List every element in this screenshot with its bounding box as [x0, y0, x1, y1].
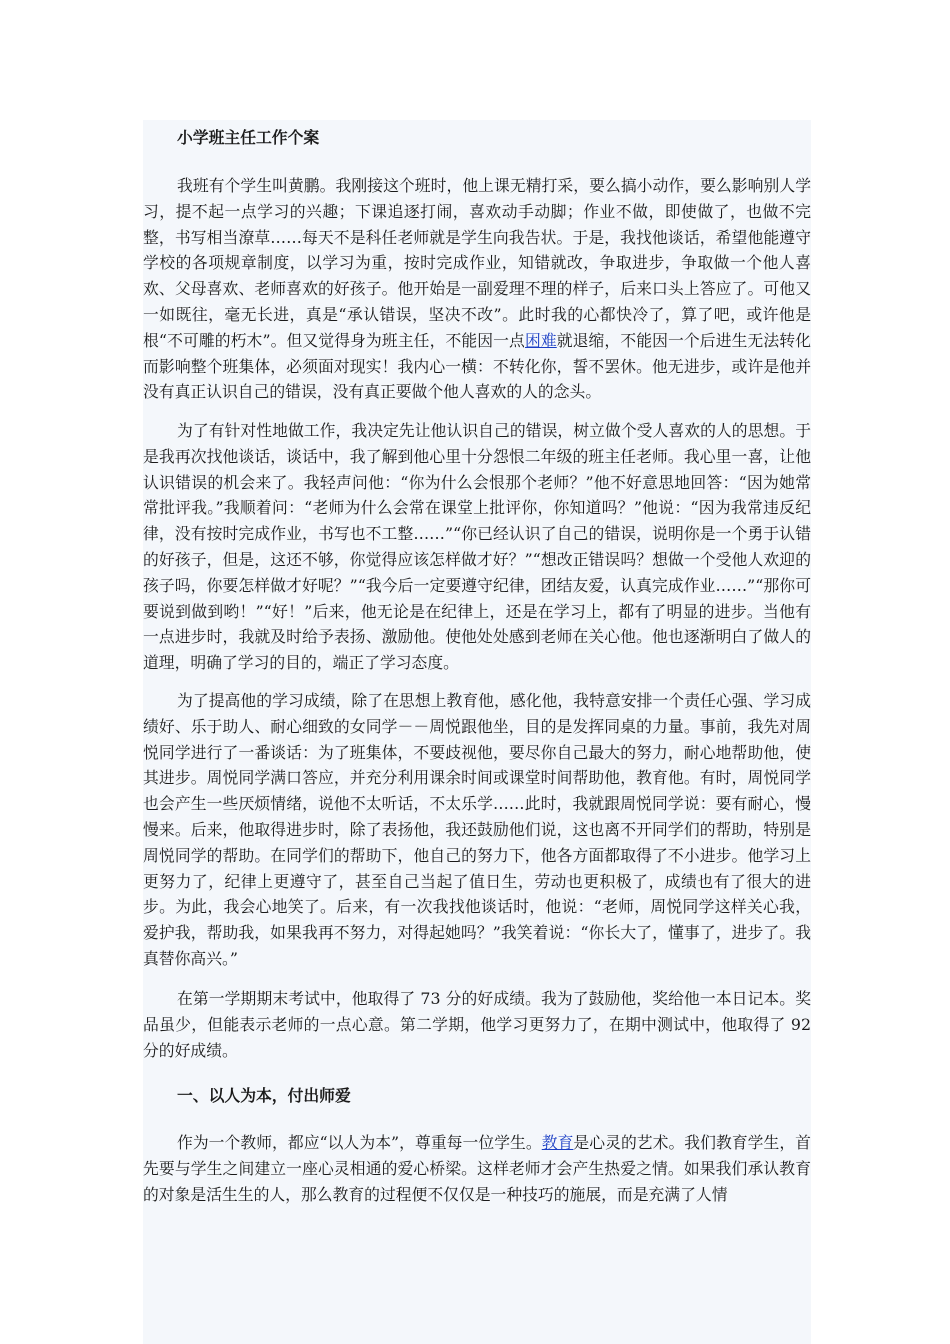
paragraph-5-text-before: 作为一个教师，都应“以人为本”，尊重每一位学生。 [177, 1133, 542, 1152]
link-education[interactable]: 教育 [541, 1133, 574, 1152]
paragraph-4: 在第一学期期末考试中，他取得了 73 分的好成绩。我为了鼓励他，奖给他一本日记本。奖品虽少，但能表示老师的一点心意。第二学期，他学习更努力了，在期中测试中，他取得了 92 分的好成绩。 [143, 989, 811, 1060]
paragraph-2: 为了有针对性地做工作，我决定先让他认识自己的错误，树立做个受人喜欢的人的思想。于是我再次找他谈话，谈话中，我了解到他心里十分怨恨二年级的班主任老师。我心里一喜，让他认识错误的机会来了。我轻声问他：“你为什么会恨那个老师？”他不好意思地回答：“因为她常常批评我。”我顺着问：“老师为什么会常在课堂上批评你，你知道吗？”他说：“因为我常违反纪律，没有按时完成作业，书写也不工整……”“你已经认识了自己的错误，说明你是一个勇于认错的好孩子，但是，这还不够，你觉得应该怎样做才好？”“想改正错误吗？想做一个受他人欢迎的孩子吗，你要怎样做才好呢？”“我今后一定要遵守纪律，团结友爱，认真完成作业……”“那你可要说到做到哟！”“好！”后来，他无论是在纪律上，还是在学习上，都有了明显的进步。当他有一点进步时，我就及时给予表扬、激励他。使他处处感到老师在关心他。他也逐渐明白了做人的道理，明确了学习的目的，端正了学习态度。 [143, 421, 811, 673]
document-title: 小学班主任工作个案 [177, 128, 320, 147]
paragraph-5-text-after: 是心灵的艺术。我们教育学生，首先要与学生之间建立一座心灵相通的爱心桥梁。这样老师才会产生热爱之情。如果我们承认教育的对象是活生生的人，那么教育的过程便不仅仅是一种技巧的施展，而是充满了人情 [143, 1133, 811, 1204]
paragraph-3: 为了提高他的学习成绩，除了在思想上教育他，感化他，我特意安排一个责任心强、学习成绩好、乐于助人、耐心细致的女同学－－周悦跟他坐，目的是发挥同桌的力量。事前，我先对周悦同学进行了一番谈话：为了班集体，不要歧视他，要尽你自己最大的努力，耐心地帮助他，使其进步。周悦同学满口答应，并充分利用课余时间或课堂时间帮助他，教育他。有时，周悦同学也会产生一些厌烦情绪，说他不太听话，不太乐学……此时，我就跟周悦同学说：要有耐心，慢慢来。后来，他取得进步时，除了表扬他，我还鼓励他们说，这也离不开同学们的帮助，特别是周悦同学的帮助。在同学们的帮助下，他自己的努力下，他各方面都取得了不小进步。他学习上更努力了，纪律上更遵守了，甚至自己当起了值日生，劳动也更积极了，成绩也有了很大的进步。为此，我会心地笑了。后来，有一次我找他谈话时，他说：“老师，周悦同学这样关心我，爱护我，帮助我，如果我再不努力，对得起她吗？”我笑着说：“你长大了，懂事了，进步了。我真替你高兴。” [143, 691, 811, 968]
paragraph-1 [143, 173, 811, 405]
paragraph-1-text-before: 我班有个学生叫黄鹏。我刚接这个班时，他上课无精打采，要么搞小动作，要么影响别人学习，提不起一点学习的兴趣；下课追逐打闹，喜欢动手动脚；作业不做，即使做了，也做不完整，书写相当潦草……每天不是科任老师就是学生向我告状。于是，我找他谈话，希望他能遵守学校的各项规章制度，以学习为重，按时完成作业，知错就改，争取进步，争取做一个他人喜欢、父母喜欢、老师喜欢的好孩子。他开始是一副爱理不理的样子，后来口头上答应了。可他又一如既往，毫无长进，真是“承认错误，坚决不改”。此时我的心都快冷了，算了吧，或许他是根“不可雕的朽木”。但又觉得身为班主任，不能因一点 [143, 176, 811, 350]
paragraph-5 [143, 1130, 811, 1207]
link-difficulty[interactable]: 困难 [524, 330, 557, 350]
section-heading: 一、以人为本，付出师爱 [177, 1086, 351, 1105]
paragraph-1-text-after: 就退缩，不能因一个后进生无法转化而影响整个班集体，必须面对现实！我内心一横：不转化你，誓不罢休。他无进步，或许是他并没有真正认识自己的错误，没有真正要做个他人喜欢的人的念头。 [143, 330, 811, 402]
